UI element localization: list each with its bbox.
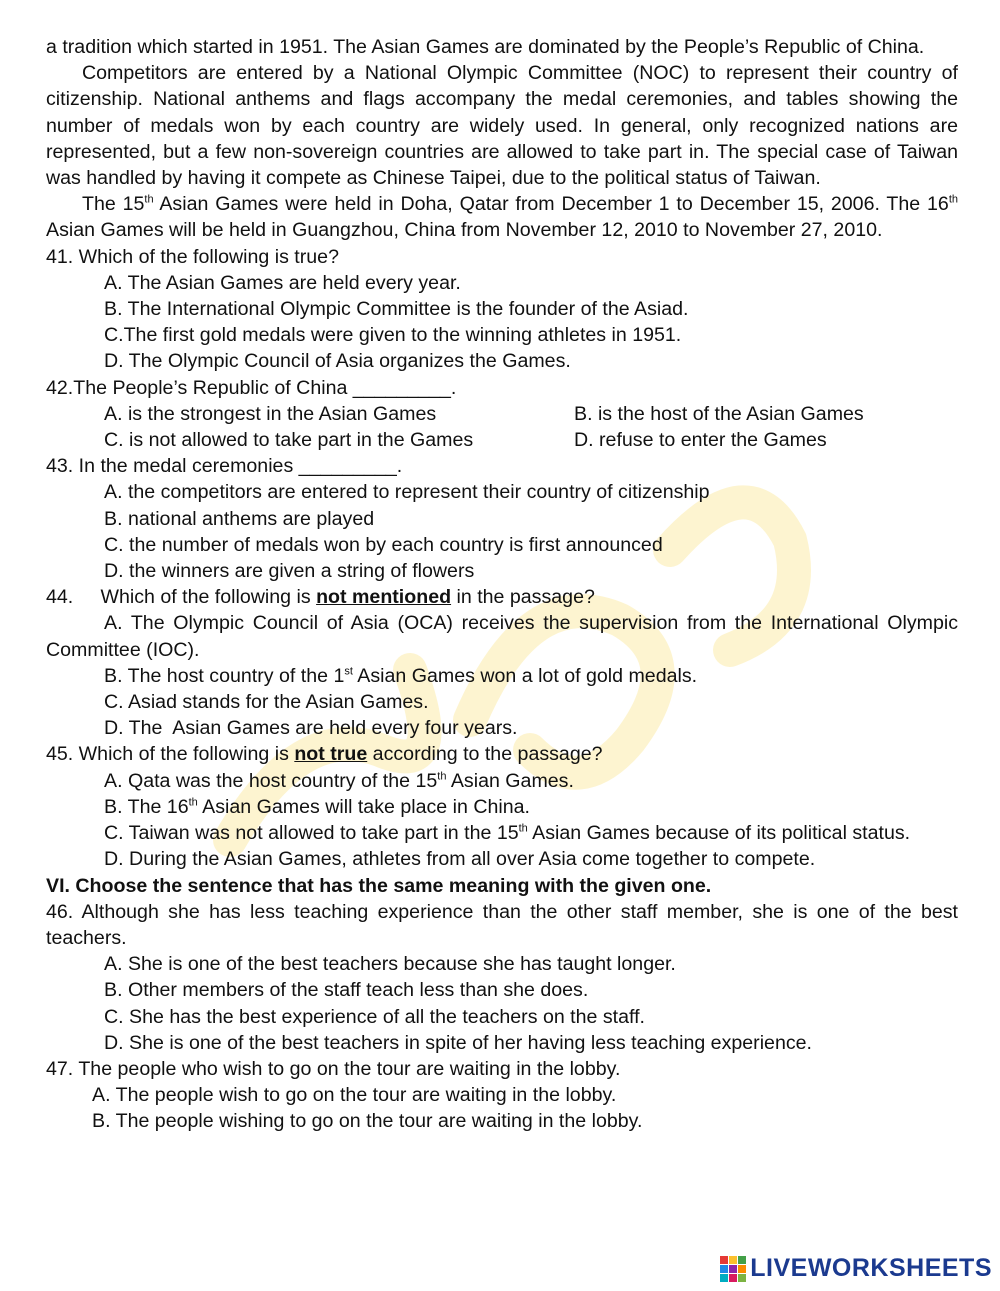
question-45-stem: 45. Which of the following is not true according to the passage? [46, 743, 603, 766]
q42-option-a: A. is the strongest in the Asian Games [104, 402, 437, 425]
q46-option-d: D. She is one of the best teachers in spite of her having less teaching experience. [104, 1031, 812, 1054]
q42-option-c: C. is not allowed to take part in the Games [104, 429, 474, 452]
q44-option-d: D. The Asian Games are held every four years. [104, 717, 518, 740]
logo-cell [720, 1265, 728, 1273]
liveworksheets-logo[interactable] [720, 1254, 992, 1283]
q41-option-d: D. The Olympic Council of Asia organizes the Games. [104, 350, 571, 373]
logo-cell [729, 1265, 737, 1273]
question-47-stem: 47. The people who wish to go on the tour are waiting in the lobby. [46, 1057, 621, 1080]
q42-option-d: D. refuse to enter the Games [574, 429, 827, 452]
logo-cell [738, 1256, 746, 1264]
q41-option-c: C.The first gold medals were given to the winning athletes in 1951. [104, 324, 682, 347]
passage-paragraph-2: Competitors are entered by a National Olympic Committee (NOC) to represent their country of citizenship. National anthems and flags accompany the medal ceremonies, and tables showing the number of medals won by each country are widely used. In general, only recognized nations are represented, but a few non-sovereign countries are allowed to take part in. The special case of Taiwan was handled by having it compete as Chinese Taipei, due to the political status of Taiwan. [46, 62, 958, 190]
q44-option-c: C. Asiad stands for the Asian Games. [104, 691, 429, 714]
q45-option-b: B. The 16th Asian Games will take place in China. [104, 795, 530, 818]
q42-option-b: B. is the host of the Asian Games [574, 402, 864, 425]
logo-cell [738, 1265, 746, 1273]
q44-option-b: B. The host country of the 1st Asian Games won a lot of gold medals. [104, 664, 698, 687]
q41-option-b: B. The International Olympic Committee is the founder of the Asiad. [104, 298, 689, 321]
question-42-stem: 42.The People’s Republic of China _________. [46, 376, 457, 399]
q45-option-a: A. Qata was the host country of the 15th Asian Games. [104, 769, 574, 792]
q45-option-d: D. During the Asian Games, athletes from all over Asia come together to compete. [104, 848, 816, 871]
logo-cell [720, 1256, 728, 1264]
q43-option-d: D. the winners are given a string of flowers [104, 560, 475, 583]
worksheet-page [46, 34, 958, 1135]
q47-option-a: A. The people wish to go on the tour are waiting in the lobby. [92, 1084, 617, 1107]
question-43-stem: 43. In the medal ceremonies _________. [46, 455, 403, 478]
question-46-stem: 46. Although she has less teaching experience than the other staff member, she is one of the best teachers. [46, 900, 958, 949]
q42-options-row-1 [46, 401, 958, 427]
passage-paragraph-1: a tradition which started in 1951. The Asian Games are dominated by the People’s Republic of China. [46, 36, 925, 58]
q43-option-c: C. the number of medals won by each country is first announced [104, 533, 663, 556]
question-41-stem: 41. Which of the following is true? [46, 245, 339, 268]
q41-option-a: A. The Asian Games are held every year. [104, 271, 461, 294]
q43-option-b: B. national anthems are played [104, 507, 375, 530]
q46-option-a: A. She is one of the best teachers because she has taught longer. [104, 953, 676, 976]
question-44-stem: 44. Which of the following is not mentioned in the passage? [46, 586, 595, 609]
logo-cell [738, 1274, 746, 1282]
passage-paragraph-3: The 15th Asian Games were held in Doha, Qatar from December 1 to December 15, 2006. The 16th Asian Games will be held in Guangzhou, China from November 12, 2010 to November 27, 2010. [46, 193, 958, 242]
logo-cell [729, 1256, 737, 1264]
q44-option-a: A. The Olympic Council of Asia (OCA) receives the supervision from the International Olympic Committee (IOC). [46, 612, 958, 661]
q46-option-b: B. Other members of the staff teach less than she does. [104, 979, 589, 1002]
logo-cell [729, 1274, 737, 1282]
q42-options-row-2 [46, 427, 958, 453]
q47-option-b: B. The people wishing to go on the tour are waiting in the lobby. [92, 1110, 643, 1133]
logo-grid-icon [720, 1256, 746, 1282]
logo-cell [720, 1274, 728, 1282]
section-6-heading: VI. Choose the sentence that has the same meaning with the given one. [46, 874, 712, 897]
q43-option-a: A. the competitors are entered to represent their country of citizenship [104, 481, 710, 504]
logo-text: LIVEWORKSHEETS [750, 1254, 992, 1282]
q45-option-c: C. Taiwan was not allowed to take part in the 15th Asian Games because of its political status. [104, 822, 911, 845]
q46-option-c: C. She has the best experience of all the teachers on the staff. [104, 1005, 645, 1028]
